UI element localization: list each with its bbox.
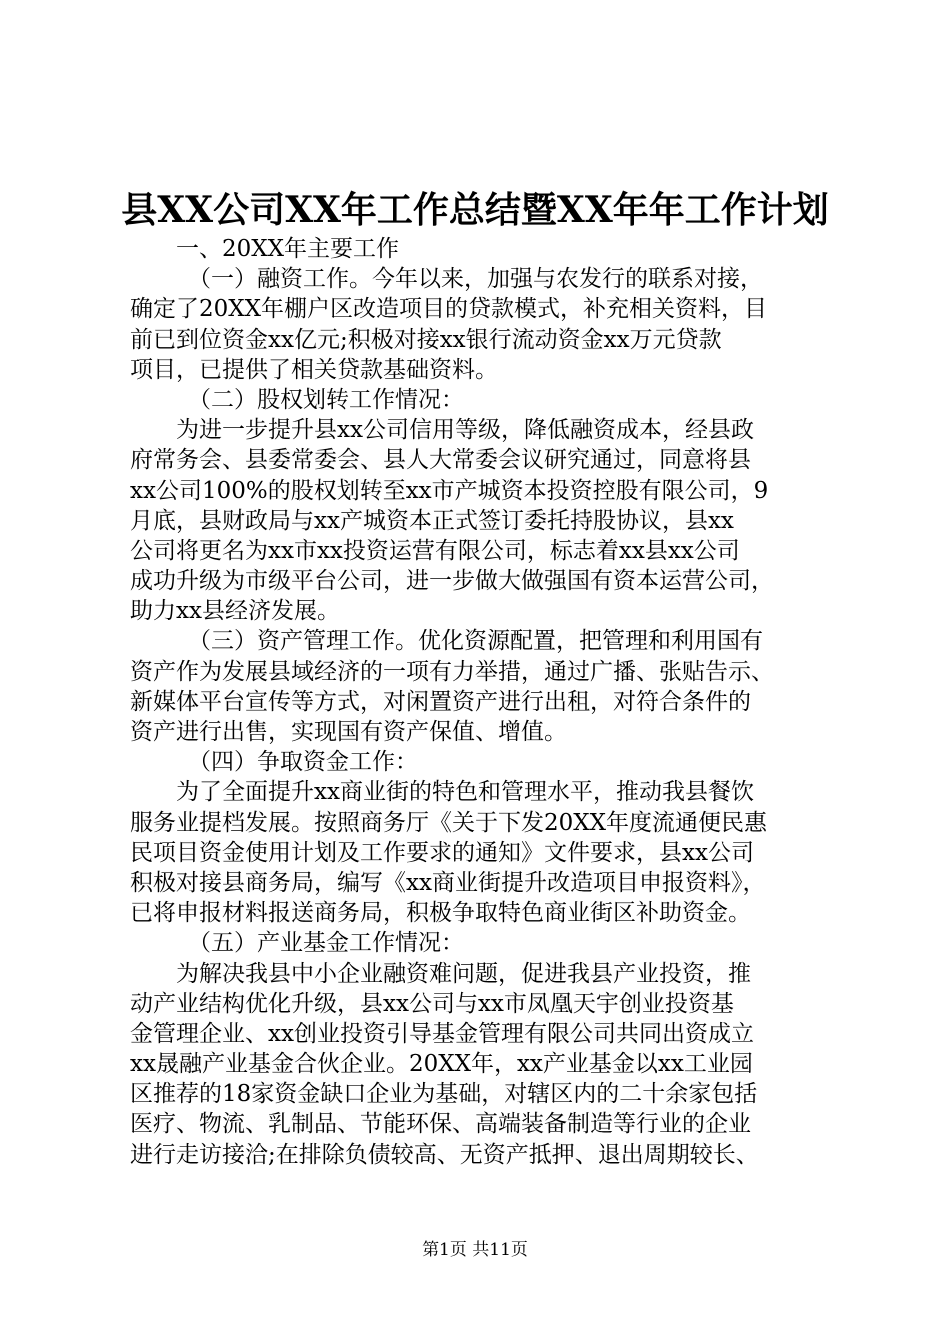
paragraph-line: 资产作为发展县域经济的一项有力举措，通过广播、张贴告示、 — [130, 658, 774, 685]
section-heading: 一、20XX年主要工作 — [176, 236, 400, 262]
subsection-heading: （二）股权划转工作情况： — [188, 386, 464, 413]
paragraph-line: 金管理企业、xx创业投资引导基金管理有限公司共同出资成立 — [130, 1020, 754, 1047]
paragraph-line: 动产业结构优化升级，县xx公司与xx市凤凰天宇创业投资基 — [130, 990, 734, 1017]
paragraph-line: 府常务会、县委常委会、县人大常委会议研究通过，同意将县 — [130, 447, 751, 474]
paragraph-line: 为解决我县中小企业融资难问题，促进我县产业投资，推 — [176, 960, 751, 987]
subsection-heading: （五）产业基金工作情况： — [188, 930, 464, 957]
subsection-heading: （三）资产管理工作。优化资源配置，把管理和利用国有 — [188, 628, 763, 655]
paragraph-line: 民项目资金使用计划及工作要求的通知》文件要求，县xx公司 — [130, 839, 754, 866]
paragraph-line: 项目，已提供了相关贷款基础资料。 — [130, 356, 498, 383]
paragraph-line: 资产进行出售，实现国有资产保值、增值。 — [130, 719, 567, 745]
paragraph-line: 新媒体平台宣传等方式，对闲置资产进行出租，对符合条件的 — [130, 688, 751, 715]
paragraph-line: 积极对接县商务局，编写《xx商业街提升改造项目申报资料》， — [130, 869, 766, 896]
paragraph-line: xx晟融产业基金合伙企业。20XX年，xx产业基金以xx工业园 — [130, 1051, 753, 1078]
paragraph-line: 区推荐的18家资金缺口企业为基础，对辖区内的二十余家包括 — [130, 1081, 758, 1108]
page-footer: 第1页 共11页 — [422, 1240, 528, 1260]
paragraph-line: 助力xx县经济发展。 — [130, 598, 340, 625]
paragraph-line: 服务业提档发展。按照商务厅《关于下发20XX年度流通便民惠 — [130, 809, 768, 836]
subsection-heading: （一）融资工作。今年以来，加强与农发行的联系对接， — [188, 266, 763, 293]
document-body — [130, 234, 830, 1170]
subsection-heading: （四）争取资金工作： — [188, 749, 418, 776]
paragraph-line: 为进一步提升县xx公司信用等级，降低融资成本，经县政 — [176, 417, 754, 444]
paragraph-line: 已将申报材料报送商务局，积极争取特色商业街区补助资金。 — [130, 900, 751, 927]
paragraph-line: 成功升级为市级平台公司，进一步做大做强国有资本运营公司， — [130, 568, 774, 595]
paragraph-line: 公司将更名为xx市xx投资运营有限公司，标志着xx县xx公司 — [130, 537, 740, 564]
paragraph-line: 月底，县财政局与xx产城资本正式签订委托持股协议，县xx — [130, 507, 734, 534]
paragraph-line: 医疗、物流、乳制品、节能环保、高端装备制造等行业的企业 — [130, 1111, 751, 1138]
document-title: 县XX公司XX年工作总结暨XX年年工作计划 — [121, 189, 829, 231]
paragraph-line: 确定了20XX年棚户区改造项目的贷款模式，补充相关资料，目 — [130, 296, 768, 323]
paragraph-line: xx公司100%的股权划转至xx市产城资本投资控股有限公司，9 — [130, 477, 769, 504]
paragraph-line: 前已到位资金xx亿元;积极对接xx银行流动资金xx万元贷款 — [130, 326, 722, 353]
paragraph-line: 进行走访接洽;在排除负债较高、无资产抵押、退出周期较长、 — [130, 1141, 759, 1168]
paragraph-line: 为了全面提升xx商业街的特色和管理水平，推动我县餐饮 — [176, 779, 754, 806]
